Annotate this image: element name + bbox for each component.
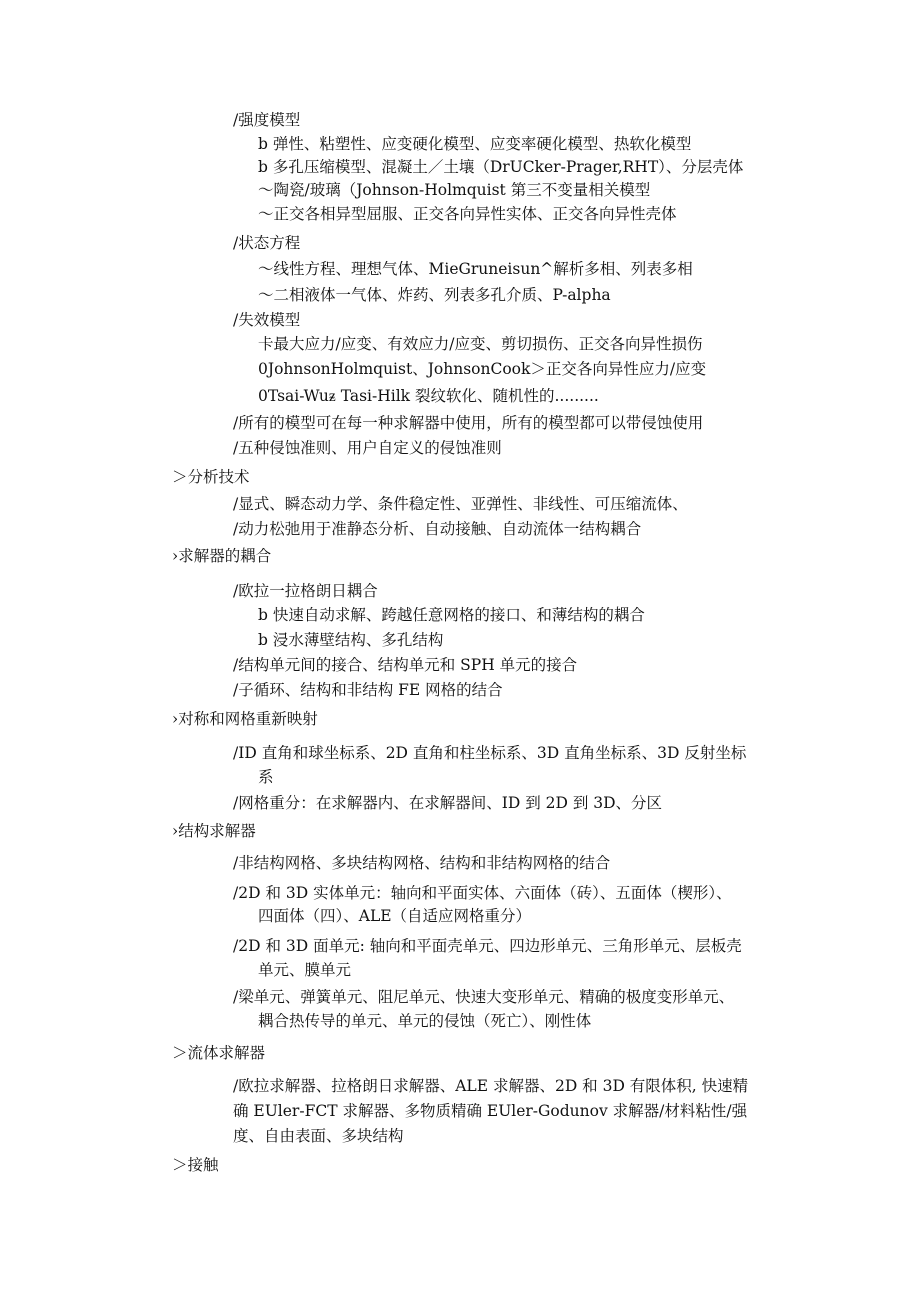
text-line: 耦合热传导的单元、单元的侵蚀（死亡）、刚性体 [258,1012,592,1030]
text-line: 确 EUler-FCT 求解器、多物质精确 EUler-Godunov 求解器/材料粘性/强 [233,1102,748,1120]
text-line: b 弹性、粘塑性、应变硬化模型、应变率硬化模型、热软化模型 [258,135,692,153]
text-line: b 浸水薄壁结构、多孔结构 [258,631,444,649]
text-line: 0JohnsonHolmquist、JohnsonCook＞正交各向异性应力/应变 [258,360,707,378]
text-line: 四面体（四）、ALE（自适应网格重分） [258,907,532,925]
section-heading-structural-solver: ›结构求解器 [172,822,256,840]
text-line: 单元、膜单元 [258,961,352,979]
text-line: ～二相液体一气体、炸药、列表多孔介质、P-alpha [258,286,611,304]
text-line: /结构单元间的接合、结构单元和 SPH 单元的接合 [233,656,578,674]
text-line: /显式、瞬态动力学、条件稳定性、亚弹性、非线性、可压缩流体、 [233,495,688,513]
section-heading-coupling: ›求解器的耦合 [172,547,272,565]
text-line: 卡最大应力/应变、有效应力/应变、剪切损伤、正交各向异性损伤 [258,335,703,353]
text-line: /梁单元、弹簧单元、阻尼单元、快速大变形单元、精确的极度变形单元、 [233,988,735,1006]
text-line: b 快速自动求解、跨越任意网格的接口、和薄结构的耦合 [258,606,645,624]
text-line: /子循环、结构和非结构 FE 网格的结合 [233,681,503,699]
text-line: /网格重分：在求解器内、在求解器间、ID 到 2D 到 3D、分区 [233,794,663,812]
section-heading-symmetry: ›对称和网格重新映射 [172,710,318,728]
text-line: /2D 和 3D 面单元: 轴向和平面壳单元、四边形单元、三角形单元、层板壳 [233,937,742,955]
text-line: 0Tsai-Wuᵶ Tasi-Hilk 裂纹软化、随机性的......... [258,387,599,405]
subheading-eos: /状态方程 [233,234,301,252]
subheading-failure-model: /失效模型 [233,311,301,329]
text-line: /五种侵蚀准则、用户自定义的侵蚀准则 [233,439,502,457]
text-line: /2D 和 3D 实体单元：轴向和平面实体、六面体（砖）、五面体（楔形）、 [233,884,732,902]
subheading-strength-model: /强度模型 [233,111,301,129]
section-heading-contact: ＞接触 [172,1156,219,1174]
text-line: /ID 直角和球坐标系、2D 直角和柱坐标系、3D 直角坐标系、3D 反射坐标 [233,744,747,762]
text-line: b 多孔压缩模型、混凝土／土壤（DrUCker-Prager,RHT）、分层壳体 [258,158,744,176]
section-heading-analysis: ＞分析技术 [172,468,250,486]
text-line: 度、自由表面、多块结构 [233,1127,404,1145]
text-line: /非结构网格、多块结构网格、结构和非结构网格的结合 [233,854,611,872]
text-line: ～陶瓷/玻璃（Johnson-Holmquist 第三不变量相关模型 [258,181,651,199]
text-line: /欧拉求解器、拉格朗日求解器、ALE 求解器、2D 和 3D 有限体积, 快速精 [233,1077,749,1095]
text-line: ～线性方程、理想气体、MieGruneisun^解析多相、列表多相 [258,260,693,278]
text-line: /欧拉一拉格朗日耦合 [233,582,378,600]
section-heading-fluid-solver: ＞流体求解器 [172,1044,266,1062]
text-line: ～正交各相异型屈服、正交各向异性实体、正交各向异性壳体 [258,205,677,223]
text-line: /动力松弛用于准静态分析、自动接触、自动流体一结构耦合 [233,520,642,538]
text-line: 系 [258,768,274,786]
text-line: /所有的模型可在每一种求解器中使用，所有的模型都可以带侵蚀使用 [233,414,704,432]
